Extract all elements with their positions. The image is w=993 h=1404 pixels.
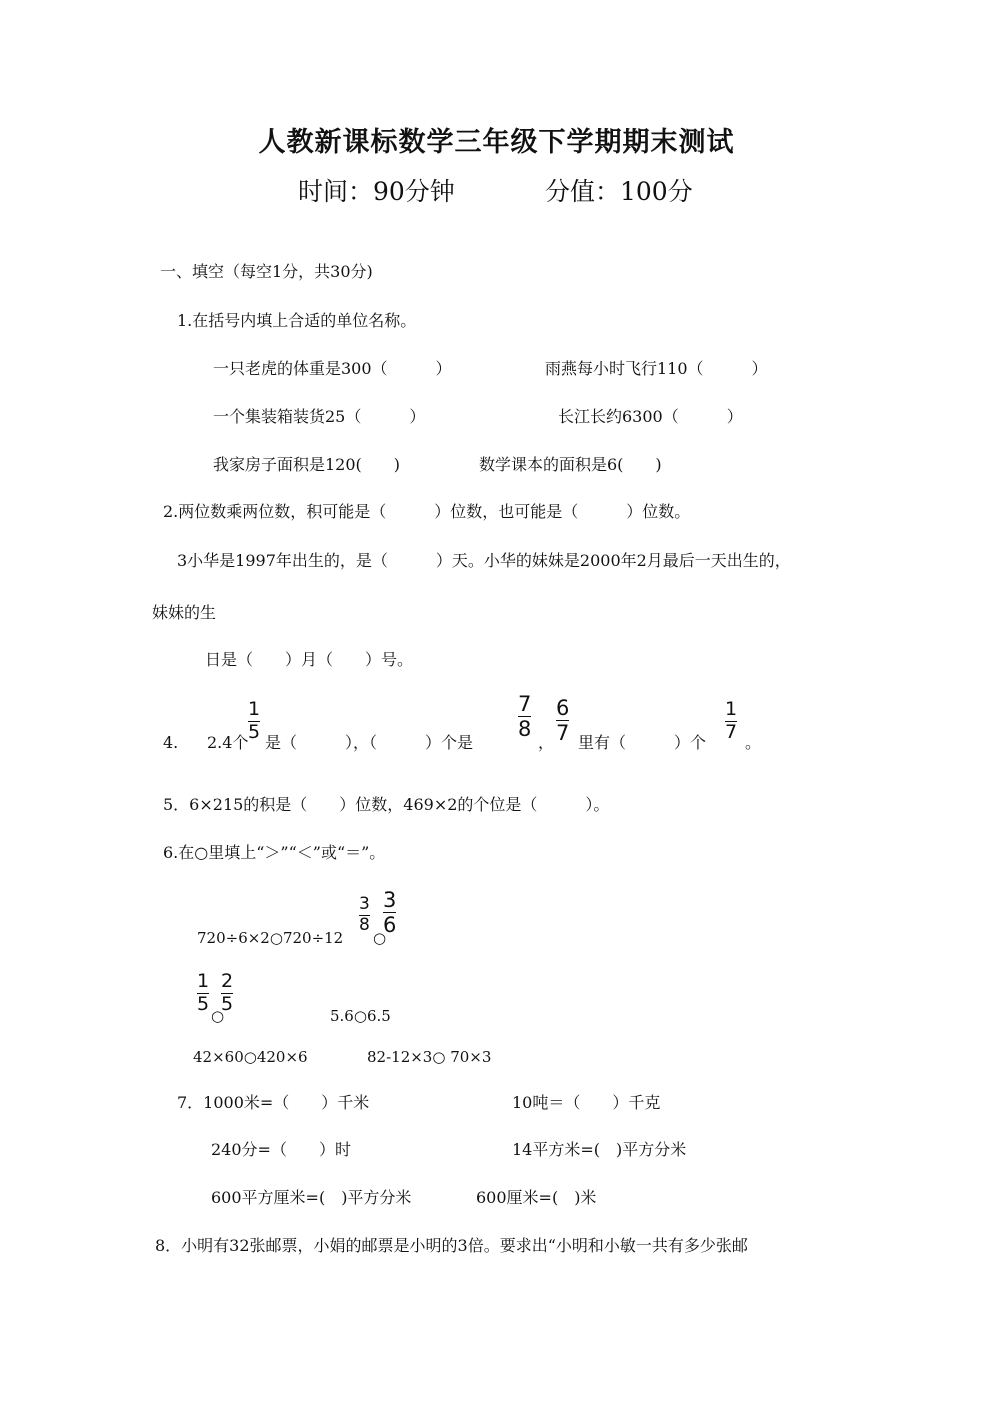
q1-stem: 1.在括号内填上合适的单位名称。 [177, 311, 417, 330]
q6-b-f1-numerator: 3 [359, 894, 370, 914]
q6-item-a: 720÷6×2○720÷12 [197, 929, 344, 947]
q4-text3: 里有（ ）个 [578, 733, 707, 752]
q3-line3: 日是（ ）月（ ）号。 [205, 650, 414, 669]
q4-f4-denominator: 7 [725, 720, 738, 743]
q4-f3-denominator: 7 [556, 721, 570, 746]
q6-item-f: 82-12×3○ 70×3 [367, 1048, 492, 1066]
q4-fraction-2 [518, 693, 531, 740]
q6-c-f2-numerator: 2 [221, 970, 234, 992]
q1-item-f: 数学课本的面积是6( ) [479, 455, 662, 474]
q3-line1: 3小华是1997年出生的，是（ ）天。小华的妹妹是2000年2月最后一天出生的， [177, 551, 791, 570]
q1-item-e: 我家房子面积是120( ) [213, 455, 401, 474]
q4-f1-numerator: 1 [248, 698, 261, 720]
q6-item-d: 5.6○6.5 [330, 1007, 391, 1025]
q5-text: 5．6×215的积是（ ）位数，469×2的个位是（ ）。 [163, 795, 610, 814]
q1-item-a: 一只老虎的体重是300（ ） [213, 359, 452, 378]
q7-item-a: 7．1000米=（ ）千米 [177, 1093, 370, 1112]
q7-item-c: 240分=（ ）时 [211, 1140, 351, 1159]
q6-b-f2-denominator: 6 [383, 913, 397, 938]
q4-fraction-3 [556, 697, 569, 744]
q4-f1-denominator: 5 [248, 720, 261, 743]
q7-item-d: 14平方米=( )平方分米 [512, 1140, 687, 1159]
q6-b-fraction-1 [359, 896, 370, 935]
q6-c-circle: ○ [211, 1007, 225, 1025]
score-label: 分值：100分 [545, 177, 693, 206]
q4-f2-denominator: 8 [518, 717, 532, 742]
q6-stem: 6.在○里填上“＞”“＜”或“＝”。 [163, 843, 386, 862]
time-label: 时间：90分钟 [298, 177, 455, 206]
q4-fraction-4 [725, 700, 737, 743]
q6-b-circle: ○ [373, 929, 387, 947]
q4-number: 4. [163, 733, 179, 752]
q4-text2: 是（ ），（ ）个是 [265, 733, 474, 752]
q1-item-d: 长江长约6300（ ） [558, 407, 743, 426]
q8-text: 8．小明有32张邮票，小娟的邮票是小明的3倍。要求出“小明和小敏一共有多少张邮 [155, 1236, 748, 1255]
section-heading: 一、填空（每空1分，共30分) [160, 262, 373, 281]
q4-f3-numerator: 6 [556, 696, 570, 720]
q4-text1: 2.4个 [207, 733, 249, 752]
q4-f2-numerator: 7 [518, 692, 532, 716]
q4-period: 。 [745, 733, 762, 752]
q6-c-fraction-2 [221, 972, 233, 1015]
q6-c-f1-numerator: 1 [197, 970, 210, 992]
q3-line2: 妹妹的生 [152, 603, 217, 622]
q6-b-f1-denominator: 8 [359, 914, 370, 935]
q7-item-e: 600平方厘米=( )平方分米 [211, 1188, 412, 1207]
q6-c-f1-denominator: 5 [197, 992, 210, 1015]
q4-f4-numerator: 1 [725, 698, 738, 720]
q7-item-b: 10吨＝（ ）千克 [512, 1093, 661, 1112]
q4-comma: ， [538, 733, 555, 752]
q6-b-fraction-2 [383, 889, 396, 936]
q6-b-f2-numerator: 3 [383, 888, 397, 912]
q6-item-e: 42×60○420×6 [193, 1048, 308, 1066]
page-title: 人教新课标数学三年级下学期期末测试 [258, 127, 735, 158]
q1-item-b: 雨燕每小时飞行110（ ） [545, 359, 768, 378]
q6-c-fraction-1 [197, 972, 209, 1015]
q6-c-f2-denominator: 5 [221, 992, 234, 1015]
q1-item-c: 一个集装箱装货25（ ） [213, 407, 426, 426]
q2-text: 2.两位数乘两位数，积可能是（ ）位数，也可能是（ ）位数。 [163, 502, 691, 521]
q7-item-f: 600厘米=( )米 [476, 1188, 597, 1207]
q4-fraction-1 [248, 700, 260, 743]
